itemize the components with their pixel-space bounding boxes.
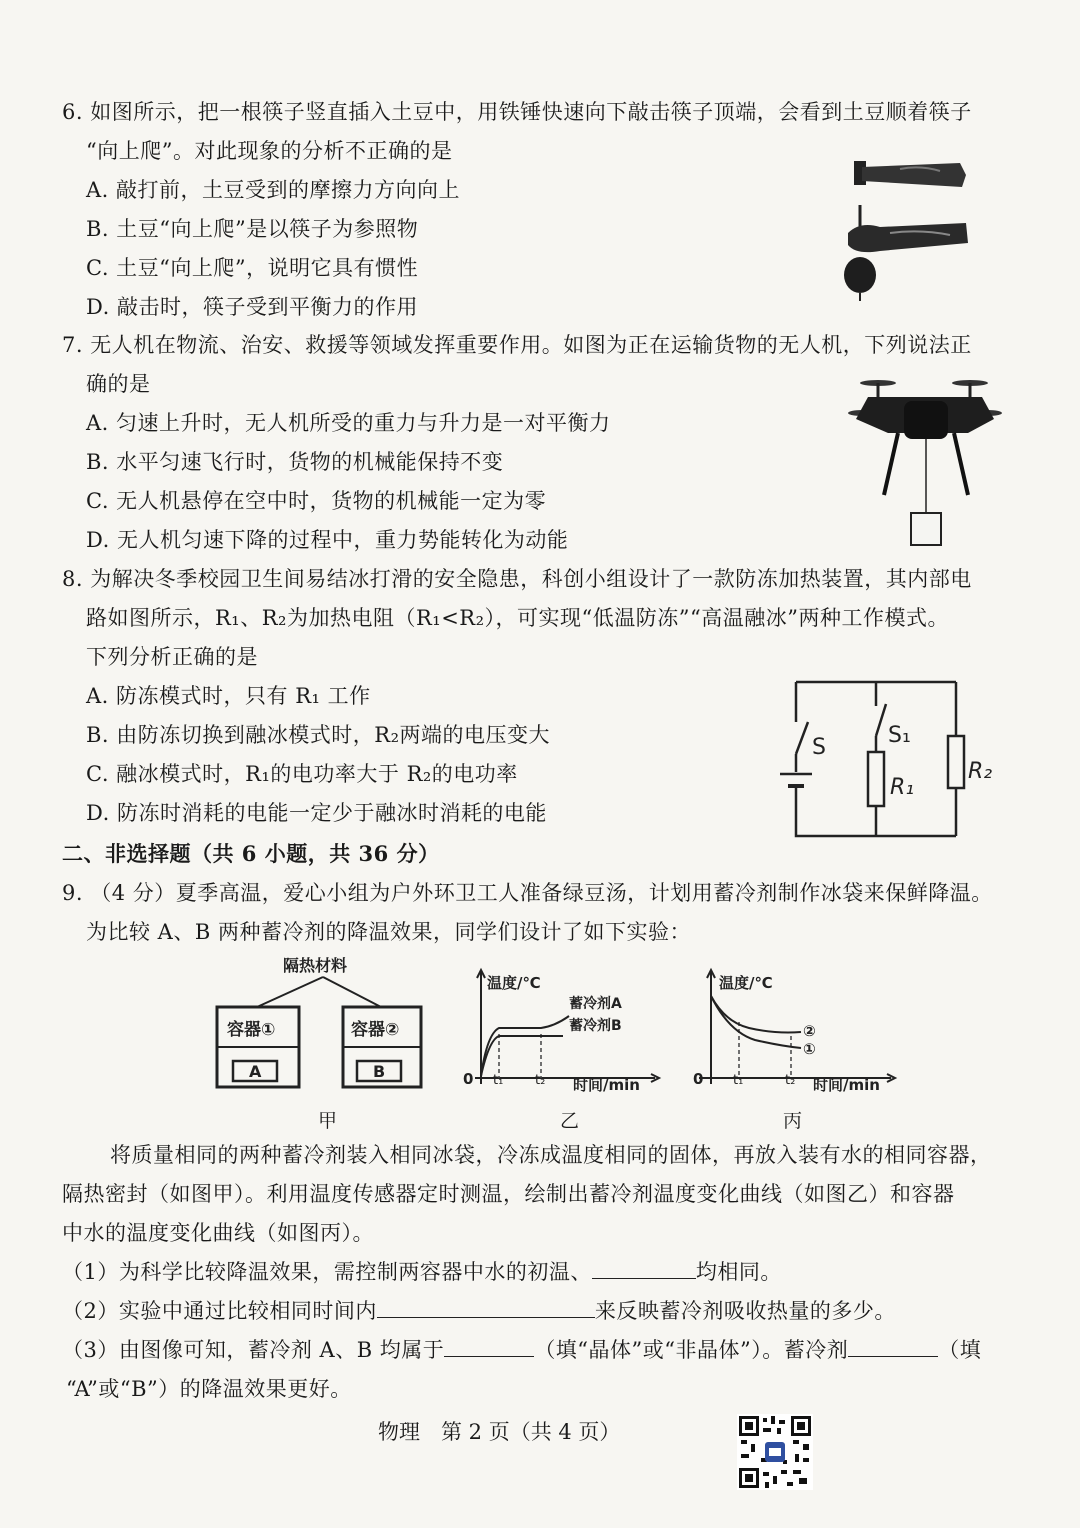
bing-ylabel: 温度/℃ (719, 974, 773, 992)
yi-legend-a: 蓄冷剂A (569, 996, 622, 1012)
yi-curve-a (481, 1036, 563, 1076)
bag-b-label: B (373, 1062, 386, 1081)
container-1-label: 容器① (227, 1020, 276, 1040)
q9-paragraph-line2: 隔热密封（如图甲）。利用温度传感器定时测温，绘制出蓄冷剂温度变化曲线（如图乙）和容器 (62, 1182, 955, 1206)
q9-paragraph-line3: 中水的温度变化曲线（如图丙）。 (62, 1221, 374, 1245)
q6-stem-line1: 6. 如图所示，把一根筷子竖直插入土豆中，用铁锤快速向下敲击筷子顶端，会看到土豆顺着筷子 (62, 100, 972, 124)
q8-stem-line3: 下列分析正确的是 (86, 645, 258, 669)
q7-option-b: B. 水平匀速飞行时，货物的机械能保持不变 (86, 450, 504, 474)
q9-sub3-text-a: （3）由图像可知，蓄冷剂 A、B 均属于 (62, 1338, 445, 1362)
q7-stem-line2: 确的是 (86, 372, 151, 396)
circuit-diagram (770, 670, 1000, 850)
yi-legend-b: 蓄冷剂B (569, 1018, 622, 1034)
q9-sub3-line2: “A”或“B”）的降温效果更好。 (66, 1377, 352, 1401)
q9-sub2-blank[interactable] (377, 1297, 595, 1318)
q9-stem-line2: 为比较 A、B 两种蓄冷剂的降温效果，同学们设计了如下实验： (86, 920, 691, 944)
bing-curve-2 (711, 996, 801, 1033)
figure-jia-containers (205, 955, 435, 1095)
yi-t2-tick: t₂ (535, 1073, 546, 1088)
q9-sub2-text-a: （2）实验中通过比较相同时间内 (62, 1299, 377, 1323)
yi-origin: 0 (463, 1070, 474, 1088)
q9-sub1 (62, 1258, 782, 1286)
section-2-heading: 二、非选择题（共 6 小题，共 36 分） (62, 841, 440, 866)
drone-figure (848, 375, 1008, 555)
bing-t2-tick: t₂ (785, 1073, 796, 1088)
q9-sub1-text-a: （1）为科学比较降温效果，需控制两容器中水的初温、 (62, 1260, 592, 1284)
q6-option-b: B. 土豆“向上爬”是以筷子为参照物 (86, 217, 419, 241)
yi-ylabel: 温度/℃ (487, 974, 541, 992)
yi-xlabel: 时间/min (573, 1076, 640, 1094)
q9-sub3-text-c: （填 (938, 1338, 982, 1362)
q9-sub3-blank-2[interactable] (848, 1336, 938, 1357)
q8-option-c: C. 融冰模式时，R₁的电功率大于 R₂的电功率 (86, 762, 518, 786)
figure-yi-caption: 乙 (560, 1110, 580, 1132)
q7-option-d: D. 无人机匀速下降的过程中，重力势能转化为动能 (86, 528, 569, 552)
q9-stem-line1: 9. （4 分）夏季高温，爱心小组为户外环卫工人准备绿豆汤，计划用蓄冷剂制作冰袋来保鲜降温。 (62, 881, 993, 905)
bing-xlabel: 时间/min (813, 1076, 880, 1094)
yi-curve-b (481, 1016, 569, 1076)
bing-curve-1 (711, 996, 801, 1048)
figure-yi-chart (455, 966, 665, 1094)
q7-option-c: C. 无人机悬停在空中时，货物的机械能一定为零 (86, 489, 547, 513)
switch-s1-label: S₁ (888, 723, 911, 748)
q9-sub3-text-b: （填“晶体”或“非晶体”）。蓄冷剂 (534, 1338, 849, 1362)
figure-bing-chart (685, 966, 905, 1094)
resistor-r2-label: R₂ (968, 759, 993, 784)
yi-t1-tick: t₁ (493, 1073, 504, 1088)
q9-sub3-blank-1[interactable] (444, 1336, 534, 1357)
q6-stem-line2: “向上爬”。对此现象的分析不正确的是 (86, 139, 453, 163)
q9-paragraph-line1: 将质量相同的两种蓄冷剂装入相同冰袋，冷冻成温度相同的固体，再放入装有水的相同容器， (110, 1143, 992, 1167)
q8-option-a: A. 防冻模式时，只有 R₁ 工作 (86, 684, 371, 708)
figure-bing-caption: 丙 (783, 1110, 803, 1132)
q8-stem-line2: 路如图所示，R₁、R₂为加热电阻（R₁<R₂），可实现“低温防冻”“高温融冰”两种工作模式。 (86, 606, 949, 630)
switch-s-label: S (812, 735, 826, 760)
bing-label-1: ① (803, 1040, 816, 1058)
bing-label-2: ② (803, 1022, 816, 1040)
q6-option-c: C. 土豆“向上爬”，说明它具有惯性 (86, 256, 419, 280)
q7-option-a: A. 匀速上升时，无人机所受的重力与升力是一对平衡力 (86, 411, 611, 435)
qr-code-icon (737, 1414, 813, 1490)
q9-sub2-text-b: 来反映蓄冷剂吸收热量的多少。 (594, 1299, 896, 1323)
q8-option-d: D. 防冻时消耗的电能一定少于融冰时消耗的电能 (86, 801, 547, 825)
figure-jia-caption: 甲 (318, 1110, 338, 1132)
container-2-label: 容器② (351, 1020, 400, 1040)
q6-option-d: D. 敲击时，筷子受到平衡力的作用 (86, 295, 418, 319)
q7-stem-line1: 7. 无人机在物流、治安、救援等领域发挥重要作用。如图为正在运输货物的无人机，下列说法正 (62, 333, 972, 357)
q9-sub2 (62, 1297, 896, 1325)
q9-sub3 (62, 1336, 981, 1364)
q9-sub1-blank[interactable] (592, 1258, 696, 1279)
q8-stem-line1: 8. 为解决冬季校园卫生间易结冰打滑的安全隐患，科创小组设计了一款防冻加热装置，其内部电 (62, 567, 972, 591)
resistor-r1-label: R₁ (890, 775, 915, 800)
bag-a-label: A (249, 1062, 262, 1081)
page-footer: 物理 第 2 页（共 4 页） (378, 1420, 621, 1444)
q8-option-b: B. 由防冻切换到融冰模式时，R₂两端的电压变大 (86, 723, 551, 747)
q6-option-a: A. 敲打前，土豆受到的摩擦力方向向上 (86, 178, 461, 202)
insulation-label: 隔热材料 (283, 956, 348, 975)
hammer-potato-figure (840, 155, 970, 305)
bing-origin: 0 (693, 1070, 704, 1088)
q9-sub1-text-b: 均相同。 (695, 1260, 782, 1284)
bing-t1-tick: t₁ (733, 1073, 744, 1088)
